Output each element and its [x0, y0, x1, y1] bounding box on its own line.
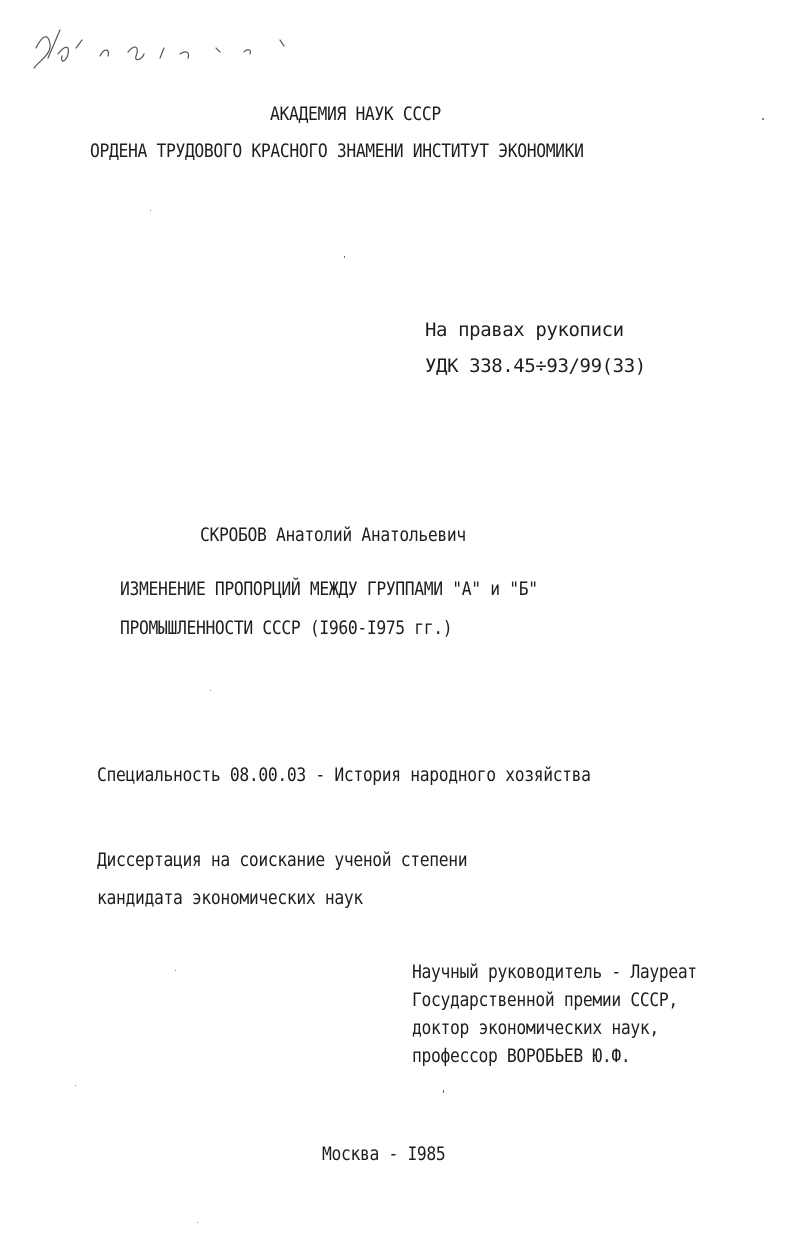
scan-speck	[75, 1085, 76, 1086]
specialty: Специальность 08.00.03 - История народного хозяйства	[97, 764, 591, 786]
scan-speck	[197, 1222, 198, 1223]
manuscript-rights: На правах рукописи	[425, 319, 624, 341]
academy-heading: АКАДЕМИЯ НАУК СССР	[270, 103, 441, 125]
scan-speck	[210, 690, 211, 691]
handwritten-annotation	[30, 18, 300, 78]
author-name: СКРОБОВ Анатолий Анатольевич	[200, 524, 466, 546]
scan-speck	[762, 118, 764, 120]
supervisor-line-1: Научный руководитель - Лауреат	[412, 961, 697, 983]
supervisor-line-2: Государственной премии СССР,	[412, 989, 678, 1011]
institute-heading: ОРДЕНА ТРУДОВОГО КРАСНОГО ЗНАМЕНИ ИНСТИТУТ ЭКОНОМИКИ	[90, 140, 584, 162]
degree-line-1: Диссертация на соискание ученой степени	[97, 849, 468, 871]
scan-speck	[175, 970, 176, 971]
scan-speck	[443, 1090, 444, 1093]
degree-line-2: кандидата экономических наук	[97, 887, 363, 909]
udc-code: УДК 338.45÷93/99(33)	[425, 355, 646, 377]
scan-speck	[150, 210, 151, 211]
dissertation-title-line-2: ПРОМЫШЛЕННОСТИ СССР (I960-I975 гг.)	[120, 617, 453, 639]
city-year: Москва - I985	[322, 1143, 446, 1165]
supervisor-line-4: профессор ВОРОБЬЕВ Ю.Ф.	[412, 1045, 631, 1067]
dissertation-title-line-1: ИЗМЕНЕНИЕ ПРОПОРЦИЙ МЕЖДУ ГРУППАМИ "А" и "Б"	[120, 578, 538, 600]
supervisor-line-3: доктор экономических наук,	[412, 1017, 659, 1039]
scan-speck	[344, 256, 345, 258]
